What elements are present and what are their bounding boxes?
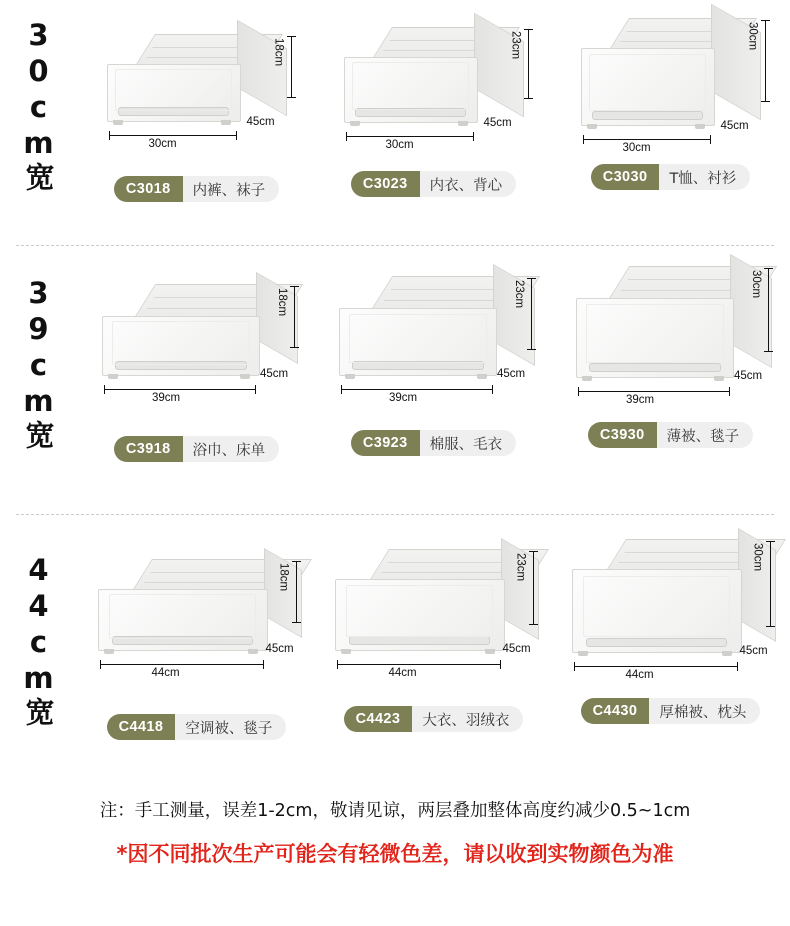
dimension-depth: 45cm [260, 368, 289, 380]
row-cells [78, 515, 790, 740]
dimension-width: 44cm [388, 667, 417, 679]
product-cell-C3923[interactable] [315, 246, 552, 462]
product-label-pill[interactable] [588, 422, 753, 448]
measurement-note: 注：手工测量，误差1-2cm，敬请见谅，两层叠加整体高度约减少0.5~1cm [99, 801, 691, 821]
product-label-pill[interactable] [114, 436, 279, 462]
box-front-drawer [344, 57, 478, 123]
row-label-text: 39cm宽 [21, 276, 56, 451]
product-code: C4423 [344, 706, 413, 732]
product-desc: 内裤、袜子 [183, 176, 280, 202]
box-front-drawer [576, 298, 734, 378]
product-label-pill[interactable] [344, 706, 524, 732]
drawer-handle [112, 636, 253, 645]
product-code: C3030 [591, 164, 660, 190]
dimension-depth: 45cm [739, 645, 768, 657]
drawer-handle [118, 107, 229, 116]
product-cell-C4418[interactable] [78, 515, 315, 740]
dimension-height: 23cm [514, 553, 527, 582]
row-cells [78, 246, 790, 462]
product-code: C3018 [114, 176, 183, 202]
product-code: C3930 [588, 422, 657, 448]
dimension-width: 30cm [148, 138, 177, 150]
product-desc: 浴巾、床单 [183, 436, 280, 462]
product-desc: 内衣、背心 [420, 171, 517, 197]
row-cells [78, 0, 790, 202]
color-warning: *因不同批次生产可能会有轻微色差，请以收到实物颜色为准 [116, 842, 674, 866]
product-desc: 空调被、毯子 [175, 714, 286, 740]
dimension-width: 39cm [152, 392, 181, 404]
dimension-width: 44cm [625, 669, 654, 681]
product-desc: 棉服、毛衣 [420, 430, 517, 456]
dimension-height: 30cm [751, 543, 764, 572]
dimension-width: 39cm [389, 392, 418, 404]
dimension-height: 30cm [746, 22, 759, 51]
drawer-handle [349, 636, 490, 645]
drawer-handle [352, 361, 483, 370]
dimension-height: 18cm [272, 38, 285, 67]
dimension-height: 18cm [276, 288, 288, 317]
product-cell-C4423[interactable] [315, 515, 552, 740]
dimension-width: 44cm [151, 667, 180, 679]
row-label-text: 44cm宽 [21, 553, 56, 728]
product-cell-C3023[interactable] [315, 0, 552, 202]
dimension-depth: 45cm [497, 368, 526, 380]
product-label-pill[interactable] [591, 164, 751, 190]
size-row-30cm [0, 0, 790, 245]
box-front-drawer [107, 64, 241, 122]
box-front-drawer [339, 308, 497, 376]
product-label-pill[interactable] [351, 430, 516, 456]
product-cell-C3030[interactable] [552, 0, 789, 202]
product-label-pill[interactable] [114, 176, 279, 202]
dimension-depth: 45cm [502, 643, 531, 655]
box-front-drawer [98, 589, 268, 651]
product-cell-C4430[interactable] [552, 515, 789, 740]
product-label-pill[interactable] [351, 171, 516, 197]
box-front-drawer [572, 569, 742, 653]
drawer-handle [589, 363, 720, 372]
box-front-drawer [581, 48, 715, 126]
row-label-39cm [0, 246, 78, 451]
drawer-handle [355, 108, 466, 117]
product-code: C3023 [351, 171, 420, 197]
box-front-drawer [335, 579, 505, 651]
product-code: C4430 [581, 698, 650, 724]
dimension-depth: 45cm [720, 120, 749, 132]
dimension-width: 30cm [385, 139, 414, 151]
product-cell-C3930[interactable] [552, 246, 789, 462]
product-code: C3918 [114, 436, 183, 462]
product-desc: T恤、衬衫 [659, 164, 750, 190]
row-label-44cm [0, 515, 78, 728]
product-code: C4418 [107, 714, 176, 740]
footer-notes [0, 787, 790, 868]
dimension-depth: 45cm [265, 643, 294, 655]
product-desc: 厚棉被、枕头 [649, 698, 760, 724]
dimension-height: 23cm [509, 31, 522, 60]
dimension-height: 30cm [750, 270, 762, 299]
product-desc: 大衣、羽绒衣 [412, 706, 523, 732]
dimension-depth: 45cm [483, 117, 512, 129]
dimension-depth: 45cm [734, 370, 763, 382]
product-label-pill[interactable] [581, 698, 761, 724]
drawer-handle [592, 111, 703, 120]
row-label-text: 30cm宽 [21, 18, 56, 193]
dimension-height: 18cm [277, 563, 290, 592]
dimension-width: 39cm [626, 394, 655, 406]
dimension-width: 30cm [622, 142, 651, 154]
dimension-depth: 45cm [246, 116, 275, 128]
product-desc: 薄被、毯子 [657, 422, 754, 448]
size-row-44cm [0, 515, 790, 787]
product-code: C3923 [351, 430, 420, 456]
drawer-handle [586, 638, 727, 647]
product-label-pill[interactable] [107, 714, 287, 740]
dimension-height: 23cm [513, 280, 525, 309]
row-label-30cm [0, 0, 78, 193]
drawer-handle [115, 361, 246, 370]
product-cell-C3918[interactable] [78, 246, 315, 462]
product-cell-C3018[interactable] [78, 0, 315, 202]
size-row-39cm [0, 246, 790, 514]
box-front-drawer [102, 316, 260, 376]
